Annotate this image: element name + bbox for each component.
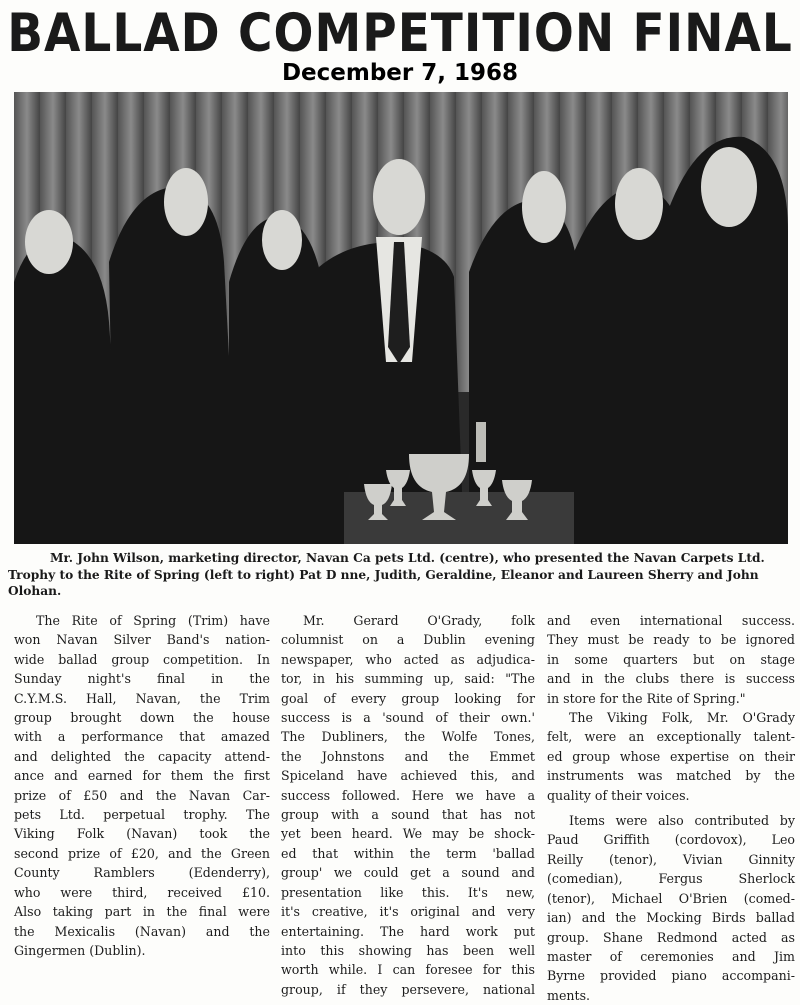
column-line: second prize of £20, and the Green	[14, 845, 270, 861]
article-column-3	[547, 611, 795, 1005]
column-line: Sunday night's final in the	[14, 671, 270, 687]
column-line: columnist on a Dublin evening	[281, 632, 535, 648]
column-line: instruments was matched by the	[547, 768, 795, 784]
column-line: The Rite of Spring (Trim) have	[36, 613, 270, 628]
column-line: success is a 'sound of their own.'	[281, 710, 535, 726]
column-line: group brought down the house	[14, 710, 270, 726]
column-line: worth while. I can foresee for this	[281, 962, 535, 978]
column-line: ance and earned for them the first	[14, 768, 270, 784]
column-line: Items were also contributed by	[569, 813, 795, 829]
column-line: presentation like this. It's new,	[281, 884, 535, 900]
column-line: prize of £50 and the Navan Car-	[14, 787, 270, 803]
column-line: quality of their voices.	[547, 787, 690, 803]
column-line: Gingermen (Dublin).	[14, 942, 146, 958]
column-line: ments.	[547, 987, 591, 1003]
column-line: Paud Griffith (cordovox), Leo	[547, 832, 795, 848]
column-line: entertaining. The hard work put	[281, 923, 535, 939]
column-line: The Viking Folk, Mr. O'Grady	[569, 710, 795, 726]
column-line: tor, in his summing up, said: "The	[281, 671, 535, 687]
column-line: and even international success.	[547, 613, 795, 628]
column-line: success followed. Here we have a	[281, 787, 535, 803]
column-line: wide ballad group competition. In	[14, 651, 270, 667]
column-line: ed group whose expertise on their	[547, 748, 795, 764]
column-line: felt, were an exceptionally talent-	[547, 729, 795, 745]
column-line: Also taking part in the final were	[14, 904, 270, 920]
column-line: master of ceremonies and Jim	[547, 948, 795, 964]
column-line: the Johnstons and the Emmet	[281, 748, 535, 764]
column-line: Spiceland have achieved this, and	[281, 768, 535, 784]
column-line: ian) and the Mocking Birds ballad	[547, 910, 795, 926]
column-line: into this showing has been well	[281, 942, 535, 958]
column-line: The Dubliners, the Wolfe Tones,	[281, 729, 535, 745]
column-line: ed that within the term 'ballad	[281, 845, 535, 861]
photo-caption: Mr. John Wilson, marketing director, Navan Ca pets Ltd. (centre), who presented the Navan Carpets Ltd. Trophy to the Rite of Spring (left to right) Pat D nne, Judith, Geraldine, Eleanor and Laureen Sherry and John Olohan.	[8, 551, 765, 598]
column-line: goal of every group looking for	[281, 690, 535, 706]
column-line: (comedian), Fergus Sherlock	[547, 871, 795, 887]
article-column-2	[281, 611, 535, 999]
publication-date: December 7, 1968	[281, 60, 519, 86]
column-line: and in the clubs there is success	[547, 671, 795, 687]
column-line: it's creative, it's original and very	[281, 904, 535, 920]
column-line: won Navan Silver Band's nation-	[14, 632, 270, 648]
column-line: group with a sound that has not	[281, 807, 535, 823]
column-line: group. Shane Redmond acted as	[547, 929, 795, 945]
column-line: (tenor), Michael O'Brien (comed-	[547, 890, 795, 906]
column-line: Byrne provided piano accompani-	[547, 968, 795, 984]
group-photo	[14, 92, 788, 544]
column-line: newspaper, who acted as adjudica-	[281, 651, 535, 667]
column-line: Viking Folk (Navan) took the	[14, 826, 270, 842]
column-line: the Mexicalis (Navan) and the	[14, 923, 270, 939]
column-line: Reilly (tenor), Vivian Ginnity	[547, 851, 795, 867]
column-line: group, if they persevere, national	[281, 981, 535, 997]
column-line: in store for the Rite of Spring."	[547, 690, 746, 706]
column-line: and delighted the capacity attend-	[14, 748, 270, 764]
column-line: pets Ltd. perpetual trophy. The	[14, 807, 270, 823]
article-column-1	[14, 611, 270, 960]
headline: BALLAD COMPETITION FINAL	[7, 2, 793, 65]
group-photo-drawing	[14, 92, 788, 544]
column-line: yet been heard. We may be shock-	[281, 826, 535, 842]
column-line: C.Y.M.S. Hall, Navan, the Trim	[14, 690, 270, 706]
column-line: in some quarters but on stage	[547, 651, 795, 667]
column-line: County Ramblers (Edenderry),	[14, 865, 270, 881]
column-line: with a performance that amazed	[14, 729, 270, 745]
column-line: They must be ready to be ignored	[547, 632, 795, 648]
column-line: Mr. Gerard O'Grady, folk	[303, 613, 535, 628]
column-line: who were third, received £10.	[14, 884, 270, 900]
column-line: group' we could get a sound and	[281, 865, 535, 881]
